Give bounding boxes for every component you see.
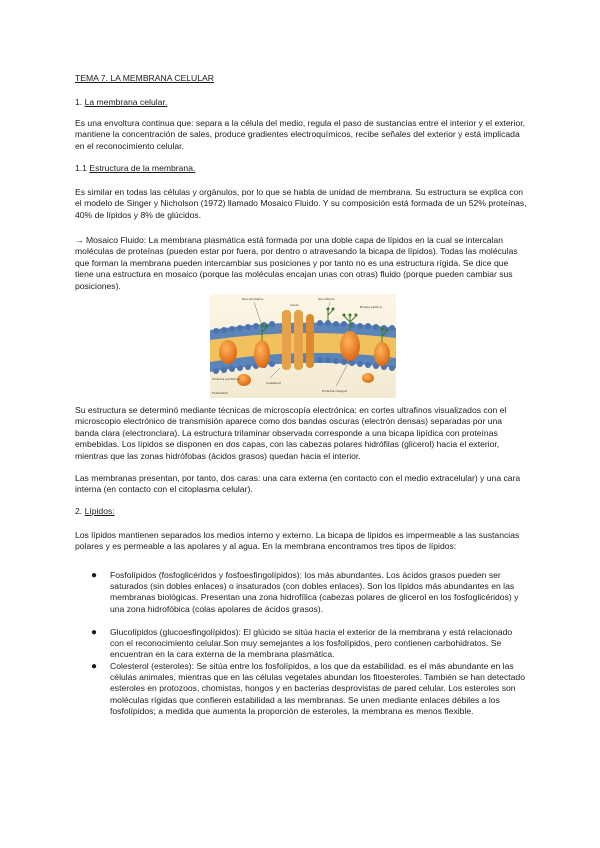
section-2-body: Los lípidos mantienen separados los medios interno y externo. La bicapa de lípidos es impermeable a las sustancias polares y es permeable a las apolares y al agua. En la membrana encontramos tres tipos de lípidos: [75, 530, 520, 552]
membrane-diagram [210, 294, 396, 398]
section-1-heading: 1. La membrana celular. [75, 97, 168, 107]
section-1-1-body: Es similar en todas las células y orgánulos, por lo que se habla de unidad de membrana. Su estructura se explica con el modelo de Singer y Nicholson (1972) llamado Mosaico Fluido. Y su composición está formada de un 52% proteínas, 40% de lípidos y 8% de glúcidos. [75, 187, 527, 220]
section-1-1-heading: 1.1 Estructura de la membrana. [75, 163, 196, 173]
section-1-body: Es una envoltura continua que: separa a la célula del medio, regula el paso de sustancias entre el interior y el exterior, mantiene la concentración de sales, produce gradientes electroquímicos, recibe señales del exterior y está implicada en el reconocimiento celular. [75, 118, 526, 151]
peripheral-protein [362, 373, 374, 383]
lipid-item-colesterol: Colesterol (esteroles): Se sitúa entre los fosfolípidos, a los que da estabilidad. es el más abundante en las células animales, mientras que en las células vegetales abundan los fitoesteroles. También se han detectado esteroles en protozoos, chomistas, hongos y en bacterias desprovistas de pared celular. Los esteroles son moléculas rígidas que confieren estabilidad a las membranas. Se unen mediante enlaces débiles a los fosfolípidos; a medida que aumenta la proporción de esteroles, la membrana es menos flexible. [110, 661, 525, 716]
channel-protein [282, 310, 314, 370]
label-proteina-integral: Proteína integral [322, 389, 347, 393]
lipid-item-fosfolipidos: Fosfolípidos (fosfoglicéridos y fosfoesfingolípidos): los más abundantes. Los ácidos grasos pueden ser saturados (sin dobles enlaces) o insaturados (con dobles enlaces). Son los lípidos más abundantes en las membranas biológicas. Presentan una zona hidrofílica (cabezas polares de glicerol en los fosfoglicéridos) y una zona hidrofóbica (colas apolares de ácidos grasos). [110, 570, 519, 614]
document-title: TEMA 7. LA MEMBRANA CELULAR [75, 73, 214, 83]
integral-protein [374, 342, 390, 366]
section-2-heading: 2. Lípidos: [75, 506, 115, 516]
label-colesterol: Colesterol [266, 381, 282, 385]
integral-protein [254, 340, 270, 368]
integral-protein [219, 340, 237, 364]
integral-protein [340, 331, 360, 361]
label-proteina-periferica: Proteína periférica [212, 377, 240, 381]
label-fosfolipido: Fosfolípido [212, 391, 229, 395]
bullet-icon: ● [91, 661, 98, 672]
membrane-faces-paragraph: Las membranas presentan, por tanto, dos caras: una cara externa (en contacto con el medio extracelular) y una cara interna (en contacto con el citoplasma celular). [75, 473, 521, 495]
label-glucolipido: Glucolípido [318, 297, 335, 301]
microscopy-paragraph: Su estructura se determinó mediante técnicas de microscopía electrónica: en cortes ultrafinos visualizados con el microscopio electrónico de transmisión aparece como dos bandas oscuras (electrón densas) separadas por una banda clara (electronclara). La estructura trilaminar observada corresponde a una bicapa lipídica con proteínas embebidas. Los lípidos se disponen en dos capas, con las cabezas polares hidrófilas (glicerol) hacia el exterior, mientras que las zonas hidrófobas (ácidos grasos) quedan hacia el interior. [75, 405, 507, 461]
bullet-icon: ● [91, 570, 98, 581]
lipid-item-glucolipidos: Glucolípidos (glucoesfingolípidos): El glúcido se sitúa hacia el exterior de la membrana y está relacionado con el reconocimiento celular.Son muy semejantes a los fosfolípidos, pero contienen carbohidratos. Se encuentran en la cara externa de la membrana plasmática. [110, 627, 513, 660]
bullet-icon: ● [91, 627, 98, 638]
mosaic-fluid-paragraph: → Mosaico Fluido: La membrana plasmática está formada por una doble capa de lípidos en la cual se intercalan moléculas de proteínas (pueden estar por fuera, por dentro o atravesando la bicapa de lípidos). Todas las moléculas que forman la membrana pueden intercambiar sus posiciones y por tanto no es una estructura rígida. Se dice que tiene una estructura en mosaico (porque las moléculas encajan unas con otras) fluido (porque pueden cambiar sus posiciones). [75, 235, 518, 291]
label-bicapa: Bicapa lipídica [360, 305, 382, 309]
label-glucoproteina: Glucoproteína [242, 297, 264, 301]
label-canal: Canal [290, 303, 299, 307]
